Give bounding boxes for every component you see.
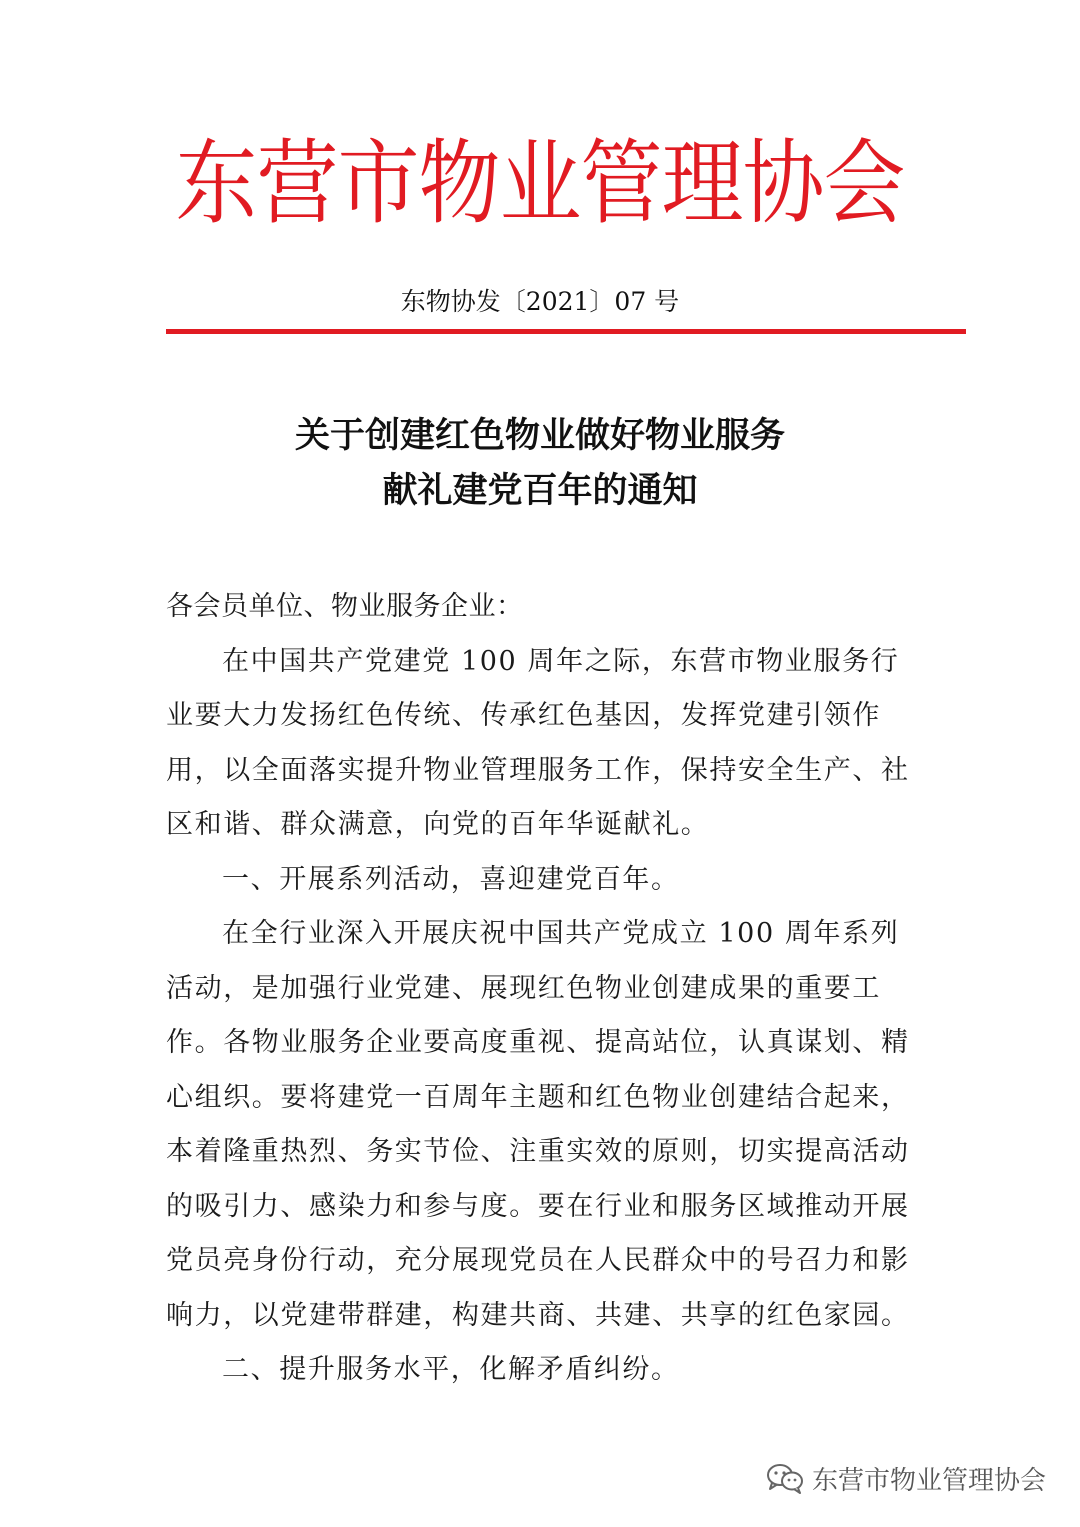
section-heading-1: 一、开展系列活动，喜迎建党百年。	[222, 863, 680, 895]
salutation: 各会员单位、物业服务企业：	[166, 591, 524, 622]
document-title	[0, 408, 1080, 518]
wechat-icon	[766, 1462, 804, 1494]
document-number: 东物协发〔2021〕07 号	[400, 287, 680, 316]
organization-header: 东营市物业管理协会	[175, 131, 905, 238]
body-paragraph: 在中国共产党建党 100 周年之际，东营市物业服务行业要大力发扬红色传统、传承红色基因，发挥党建引领作用，以全面落实提升物业管理服务工作，保持安全生产、社区和谐、群众满意，向党的百年华诞献礼。	[166, 645, 910, 840]
title-line-2: 献礼建党百年的通知	[382, 470, 698, 511]
body-paragraph: 在全行业深入开展庆祝中国共产党成立 100 周年系列活动，是加强行业党建、展现红色物业创建成果的重要工作。各物业服务企业要高度重视、提高站位，认真谋划、精心组织。要将建党一百周年主题和红色物业创建结合起来，本着隆重热烈、务实节俭、注重实效的原则，切实提高活动的吸引力、感染力和参与度。要在行业和服务区域推动开展党员亮身份行动，充分展现党员在人民群众中的号召力和影响力，以党建带群建，构建共商、共建、共享的红色家园。	[166, 918, 910, 1331]
document-body	[166, 580, 926, 1398]
wechat-watermark	[766, 1458, 1046, 1498]
section-heading-2: 二、提升服务水平，化解矛盾纠纷。	[222, 1354, 680, 1385]
watermark-text: 东营市物业管理协会	[811, 1465, 1046, 1496]
red-divider	[166, 329, 966, 334]
title-line-1: 关于创建红色物业做好物业服务	[294, 415, 785, 456]
